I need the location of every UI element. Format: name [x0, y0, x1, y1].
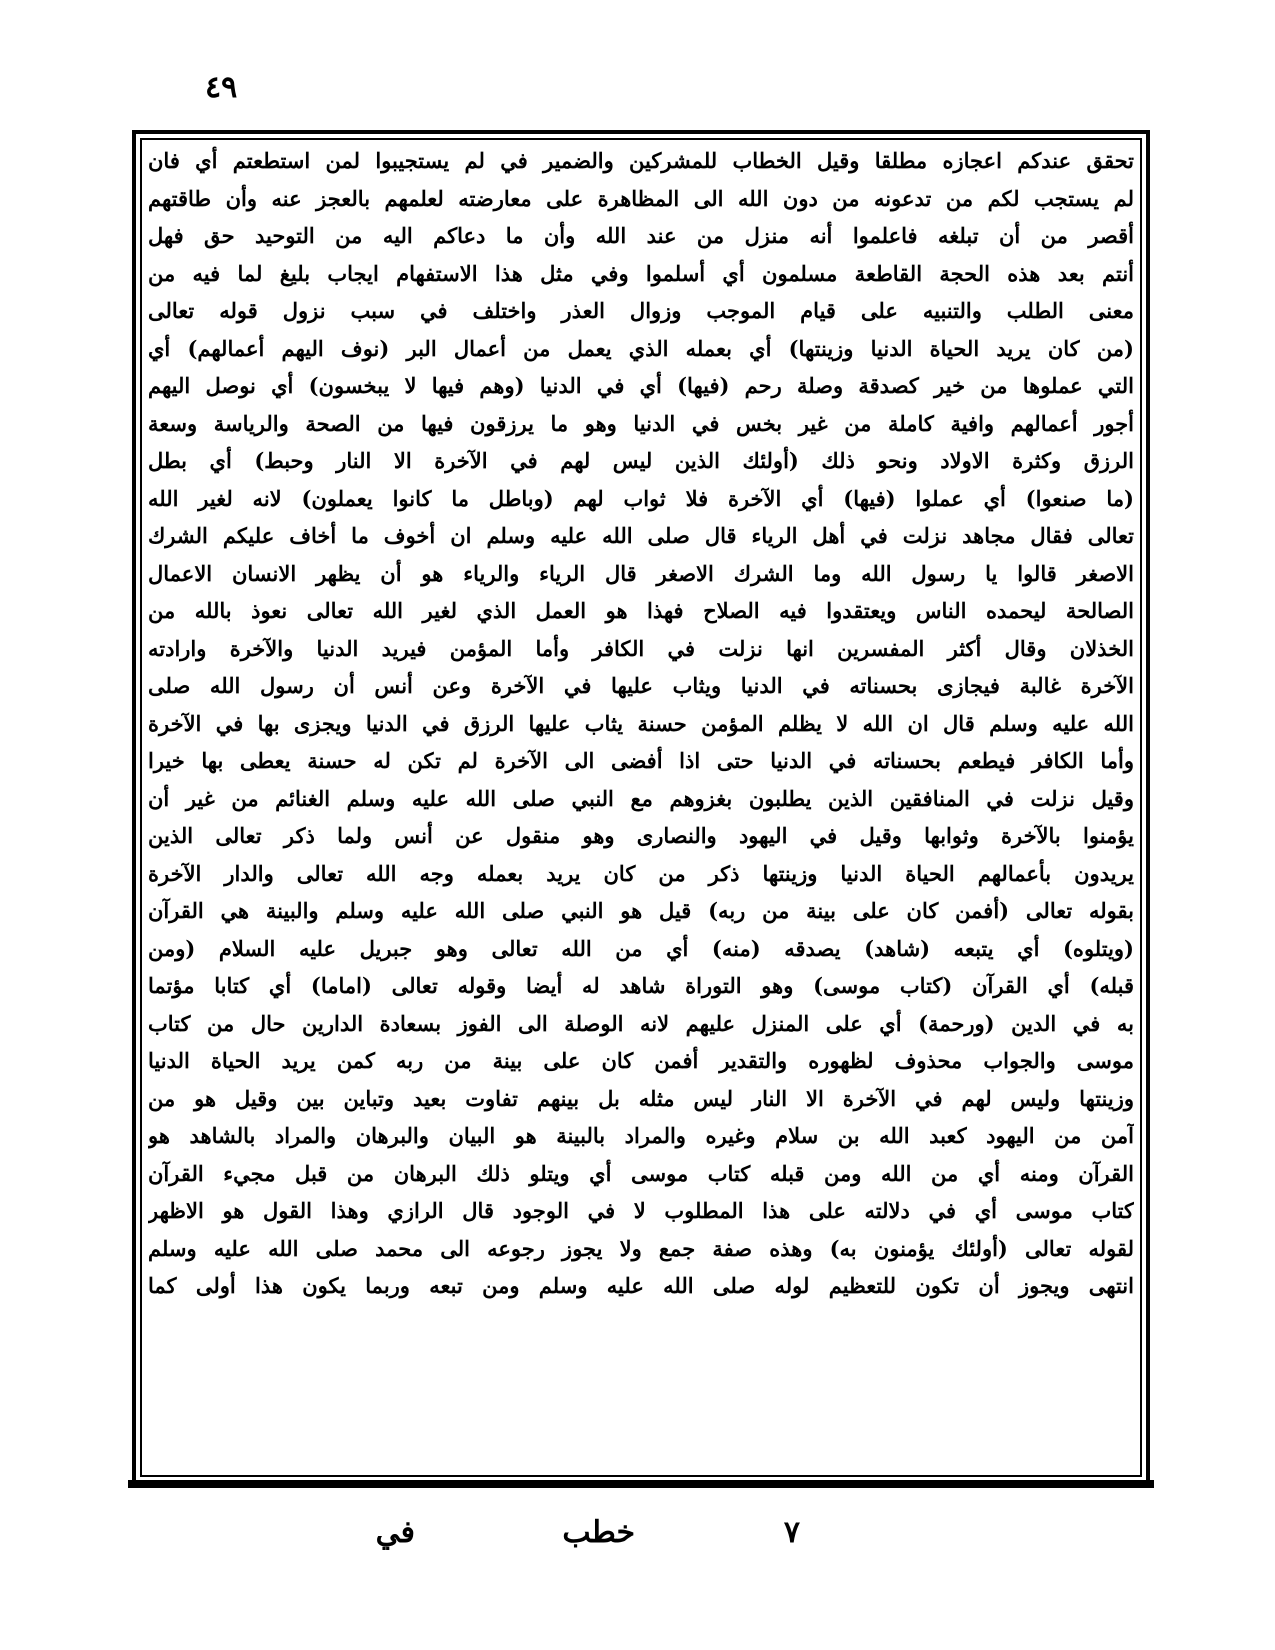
- text-line: آمن من اليهود كعبد الله بن سلام وغيره والمراد بالبينة هو البيان والبرهان والمراد بالشاهد هو: [148, 1123, 1134, 1148]
- text-line: معنى الطلب والتنبيه على قيام الموجب وزوال العذر واختلف في سبب نزول قوله تعالى: [148, 298, 1134, 323]
- text-line: به في الدين (ورحمة) أي على المنزل عليهم لانه الوصلة الى الفوز بسعادة الدارين حال من كتاب: [148, 1010, 1134, 1036]
- text-line: القرآن ومنه أي من الله ومن قبله كتاب موسى أي ويتلو ذلك البرهان من قبل مجيء القرآن: [148, 1160, 1134, 1186]
- text-line: (ما صنعوا) أي عملوا (فيها) أي الآخرة فلا ثواب لهم (وباطل ما كانوا يعملون) لانه لغير الله: [148, 485, 1134, 511]
- signature-number: ٧: [783, 1515, 800, 1550]
- text-line: وأما الكافر فيطعم بحسناته في الدنيا حتى اذا أفضى الى الآخرة لم تكن له حسنة يعطى بها خيرا: [148, 748, 1134, 773]
- bottom-rule: [128, 1480, 1154, 1488]
- text-line: التي عملوها من خير كصدقة وصلة رحم (فيها) أي في الدنيا (وهم فيها لا يبخسون) أي نوصل اليهم: [148, 373, 1134, 398]
- footer-signature: [0, 1515, 1275, 1565]
- text-line: كتاب موسى أي في دلالته على هذا المطلوب لا في الوجود قال الرازي وهذا القول هو الاظهر: [148, 1198, 1134, 1223]
- page-number: ٤٩: [205, 70, 238, 105]
- text-line: وقيل نزلت في المنافقين الذين يطلبون بغزوهم مع النبي صلى الله عليه وسلم الغنائم من غير أن: [148, 785, 1134, 811]
- text-line: وزينتها وليس لهم في الآخرة الا النار ليس مثله بل بينهم تفاوت بعيد وتباين بين وقيل هو من: [148, 1085, 1134, 1111]
- text-line: تعالى فقال مجاهد نزلت في أهل الرياء قال صلى الله عليه وسلم ان أخوف ما أخاف عليكم الشرك: [148, 523, 1134, 548]
- text-line: يؤمنوا بالآخرة وثوابها وقيل في اليهود والنصارى وهو منقول عن أنس ولما ذكر تعالى الذين: [148, 823, 1134, 848]
- text-line: الآخرة غالبة فيجازى بحسناته في الدنيا ويثاب عليها في الآخرة وعن أنس أن رسول الله صلى: [148, 673, 1134, 698]
- text-line: موسى والجواب محذوف لظهوره والتقدير أفمن كان على بينة من ربه كمن يريد الحياة الدنيا: [148, 1048, 1134, 1073]
- text-line: الرزق وكثرة الاولاد ونحو ذلك (أولئك الذين ليس لهم في الآخرة الا النار وحبط) أي بطل: [148, 448, 1134, 473]
- text-line: أجور أعمالهم وافية كاملة من غير بخس في الدنيا وهو ما يرزقون فيها من الصحة والرياسة وسعة: [148, 410, 1134, 436]
- text-line: يريدون بأعمالهم الحياة الدنيا وزينتها ذكر من كان يريد بعمله وجه الله تعالى والدار الآخرة: [148, 860, 1134, 886]
- text-line: (من كان يريد الحياة الدنيا وزينتها) أي بعمله الذي يعمل من أعمال البر (نوف اليهم أعمالهم) أي: [148, 335, 1134, 361]
- text-line: أنتم بعد هذه الحجة القاطعة مسلمون أي أسلموا وفي مثل هذا الاستفهام ايجاب بليغ لما فيه من: [148, 260, 1134, 286]
- text-line: لم يستجب لكم من تدعونه من دون الله الى المظاهرة على معارضته لعلمهم بالعجز عنه وأن طاقتهم: [148, 185, 1134, 211]
- text-line: الخذلان وقال أكثر المفسرين انها نزلت في الكافر وأما المؤمن فيريد الدنيا والآخرة وارادته: [148, 635, 1134, 661]
- text-line: أقصر من أن تبلغه فاعلموا أنه منزل من عند الله وأن ما دعاكم اليه من التوحيد حق فهل: [148, 223, 1134, 248]
- text-line: تحقق عندكم اعجازه مطلقا وقيل الخطاب للمشركين والضمير في لم يستجيبوا لمن استطعتم أي فان: [148, 148, 1134, 173]
- text-line: انتهى ويجوز أن تكون للتعظيم لوله صلى الله عليه وسلم ومن تبعه وربما يكون هذا أولى كما: [148, 1273, 1134, 1298]
- signature-fi: في: [375, 1515, 415, 1550]
- text-line: قبله) أي القرآن (كتاب موسى) وهو التوراة شاهد له أيضا وقوله تعالى (اماما) أي كتابا مؤتما: [148, 973, 1134, 998]
- text-line: (ويتلوه) أي يتبعه (شاهد) يصدقه (منه) أي من الله تعالى وهو جبريل عليه السلام (ومن: [148, 935, 1134, 961]
- text-line: لقوله تعالى (أولئك يؤمنون به) وهذه صفة جمع ولا يجوز رجوعه الى محمد صلى الله عليه وسلم: [148, 1235, 1134, 1261]
- signature-khitab: خطب: [562, 1515, 635, 1550]
- text-line: بقوله تعالى (أفمن كان على بينة من ربه) قيل هو النبي صلى الله عليه وسلم والبينة هي القرآن: [148, 898, 1134, 923]
- main-text-block: [148, 142, 1134, 1472]
- text-line: الصالحة ليحمده الناس ويعتقدوا فيه الصلاح فهذا هو العمل الذي لغير الله تعالى نعوذ بالله من: [148, 598, 1134, 623]
- text-line: الله عليه وسلم قال ان الله لا يظلم المؤمن حسنة يثاب عليها الرزق في الدنيا ويجزى بها في الآخرة: [148, 710, 1134, 736]
- text-line: الاصغر قالوا يا رسول الله وما الشرك الاصغر قال الرياء والرياء هو أن يظهر الانسان الاعمال: [148, 560, 1134, 586]
